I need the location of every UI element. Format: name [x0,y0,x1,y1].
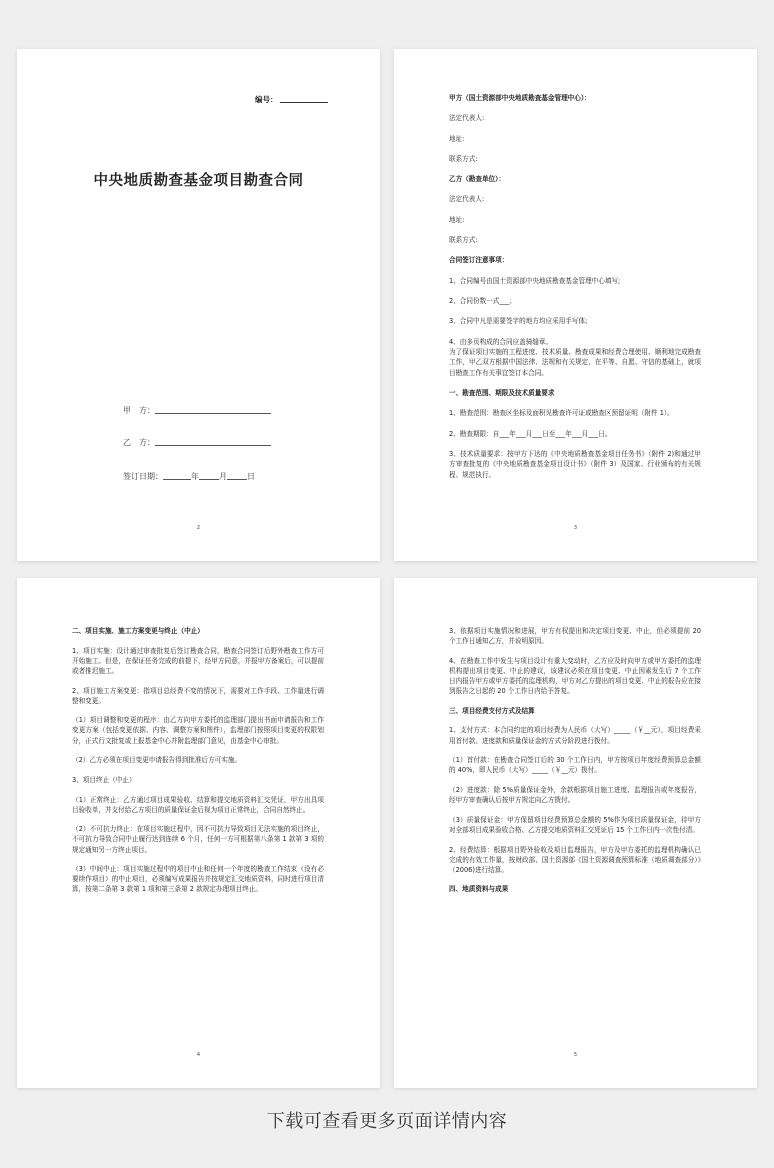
page-number: 4 [196,1052,201,1058]
paragraph: 3、项目终止（中止） [72,775,136,784]
cover-page [17,49,380,561]
party-a-signature [123,405,271,416]
party-b-blank [155,445,271,446]
signing-date [123,471,255,482]
day-blank [227,479,247,480]
day-label: 日 [247,472,255,481]
paragraph: （2）不可抗力终止：在项目实施过程中，因不可抗力导致项目无法实施的项目终止，不可抗力导致合同中止履行达到连续 6 个月，任何一方可根据第八条第 1 款第 3 项的规定通知另一方终止项目。 [72,825,324,854]
section-heading: 合同签订注意事项： [449,256,509,265]
section-heading: 二、项目实施、施工方案变更与终止（中止） [72,627,204,635]
paragraph: （3）质量保证金：甲方保留项目经费预算总金额的 5%作为项目质量保证金，待甲方对全部项目成果验收合格、乙方提交地质资料汇交凭证后 15 个工作日内一次性付清。 [449,815,701,834]
page-number: 2 [196,525,201,531]
party-b-signature [123,437,271,448]
party-a-label: 甲 方： [123,406,155,415]
month-blank [199,479,219,480]
contract-page-5 [394,578,757,1088]
paragraph: 联系方式: [449,236,478,245]
party-a-blank [155,413,271,414]
paragraph: 4、在勘查工作中发生与项目设计有重大变动时，乙方应及时向甲方或甲方委托的监理机构提出项目变更、中止的建议，该建议必须在项目变更、中止因素发生后 7 个工作日内报告甲方或甲方委托的监理机构，甲方对乙方提出的项目变更、中止的报告应在接到报告之日起的 20 个工作日内给予答复。 [449,656,701,696]
page-number: 5 [573,1052,578,1058]
paragraph: （2）进度款：除 5%质量保证金外，余款根据项目施工进度、监理报告或年度报告，经甲方审查确认后按甲方规定向乙方拨付。 [449,786,701,805]
paragraph: （3）中间中止：项目实施过程中的项目中止和任何一个年度的勘查工作结束（没有必要续作项目）的中止项目，必须编写成果报告并按规定汇交地质资料，同时进行项目清算，按第二条第 3 款第 1 项和第三条第 2 款规定办理项目终止。 [72,865,324,894]
page-body [449,93,701,490]
paragraph: 地址: [449,215,465,224]
page-body [72,626,324,904]
paragraph: （1）正常终止：乙方通过项目成果验收、结算和提交地质资料汇交凭证，甲方出具项目验收单，并支付给乙方项目的质量保证金后视为项目正常终止，合同自然终止。 [72,795,324,814]
section-heading: 4、由多页构成的合同应盖骑缝章。 [449,337,553,346]
section-heading: 四、地质资料与成果 [449,885,509,894]
serial-label: 编号： [255,95,278,104]
year-blank [163,479,191,480]
download-caption: 下载可查看更多页面详情内容 [266,1111,508,1132]
paragraph: 法定代表人: [449,195,485,204]
paragraph: 地址: [449,134,465,143]
contract-page-3 [394,49,757,561]
page-number: 3 [573,525,578,531]
paragraph: 1、合同编号由国土资源部中央地质勘查基金管理中心填写; [449,276,621,285]
paragraph: 2、勘查期限：自___年___月___日至___年___月___日。 [449,429,612,438]
paragraph: 2、经费结算：根据项目野外验收及项目监理报告，甲方及甲方委托的监理机构确认已完成的有效工作量，按财政部、国土资源部《国土资源调查预算标准（地质调查部分）》（2006)进行结算。 [449,845,701,874]
paragraph: 2、合同份数一式___； [449,296,516,305]
paragraph: （1）项目调整和变更的程序：由乙方向甲方委托的监理部门提出书面申请报告和工作变更方案（包括变更依据、内容、调整方案和图件），监理部门按照项目变更的权限划分，正式行文批复或上报基金中心并附监理部门意见，由基金中心审批。 [72,716,324,745]
year-label: 年 [191,472,199,481]
paragraph: 法定代表人: [449,114,485,123]
paragraph: 3、技术质量要求：按甲方下达的《中央地质勘查基金项目任务书》（附件 2)和通过甲方审查批复的《中央地质勘查基金项目设计书》（附件 3）及国家、行业颁布的有关规程、规范执行。 [449,449,701,479]
paragraph: （1）首付款：在勘查合同签订后的 30 个工作日内，甲方按项目年度经费预算总金额的 40%，即人民币（大写）_____（￥__元）拨付。 [449,756,701,775]
paragraph: 1、项目实施：设计通过审查批复后签订勘查合同，勘查合同签订后野外勘查工作方可开始施工。但是，在保证任务完成的前提下，经甲方同意，并报甲方备案后，可以提前或者推迟施工。 [72,646,324,675]
contract-title: 中央地质勘查基金项目勘查合同 [93,173,304,189]
paragraph: 3、依据项目实施情况和进展，甲方有权提出和决定项目变更、中止，但必须提前 20 个工作日通知乙方，并说明原因。 [449,627,701,646]
date-label: 签订日期： [123,472,163,481]
section-heading: 三、项目经费支付方式及结算 [449,706,535,715]
paragraph: 为了保证项目实施的工程进度、技术质量、勘查成果和经费合理使用、顺利地完成勘查工作，甲乙双方根据中国法律、法规和有关规定，在平等、自愿、守信的基础上，就项目勘查工作有关事宜签订本合同。 [449,347,701,377]
section-heading: 一、勘查范围、期限及技术质量要求 [449,389,555,398]
section-heading: 乙方（勘查单位）： [449,175,506,184]
section-heading: 甲方（国土资源部中央地质勘查基金管理中心）： [449,94,591,102]
paragraph: 2、项目施工方案变更：指项目总经费不变的情况下，需要对工作手段、工作量进行调整和变更。 [72,686,324,705]
paragraph: （2）乙方必须在项目变更申请报告得到批准后方可实施。 [72,756,242,765]
paragraph: 1、勘查范围：勘查区坐标及面积见勘查许可证或勘查区预留证明（附件 1）。 [449,409,674,418]
serial-blank [280,102,328,103]
page-body [449,626,701,904]
paragraph: 联系方式: [449,154,478,163]
month-label: 月 [219,472,227,481]
contract-page-4 [17,578,380,1088]
party-b-label: 乙 方： [123,438,155,447]
paragraph: 3、合同中凡是需要签字的地方均应采用手写体; [449,317,588,326]
serial-number [255,94,328,105]
paragraph: 1、支付方式：本合同约定的项目经费为人民币（大写）_____（￥__元），项目经费采用首付款、进度款和质量保证金的方式分阶段进行拨付。 [449,726,701,745]
